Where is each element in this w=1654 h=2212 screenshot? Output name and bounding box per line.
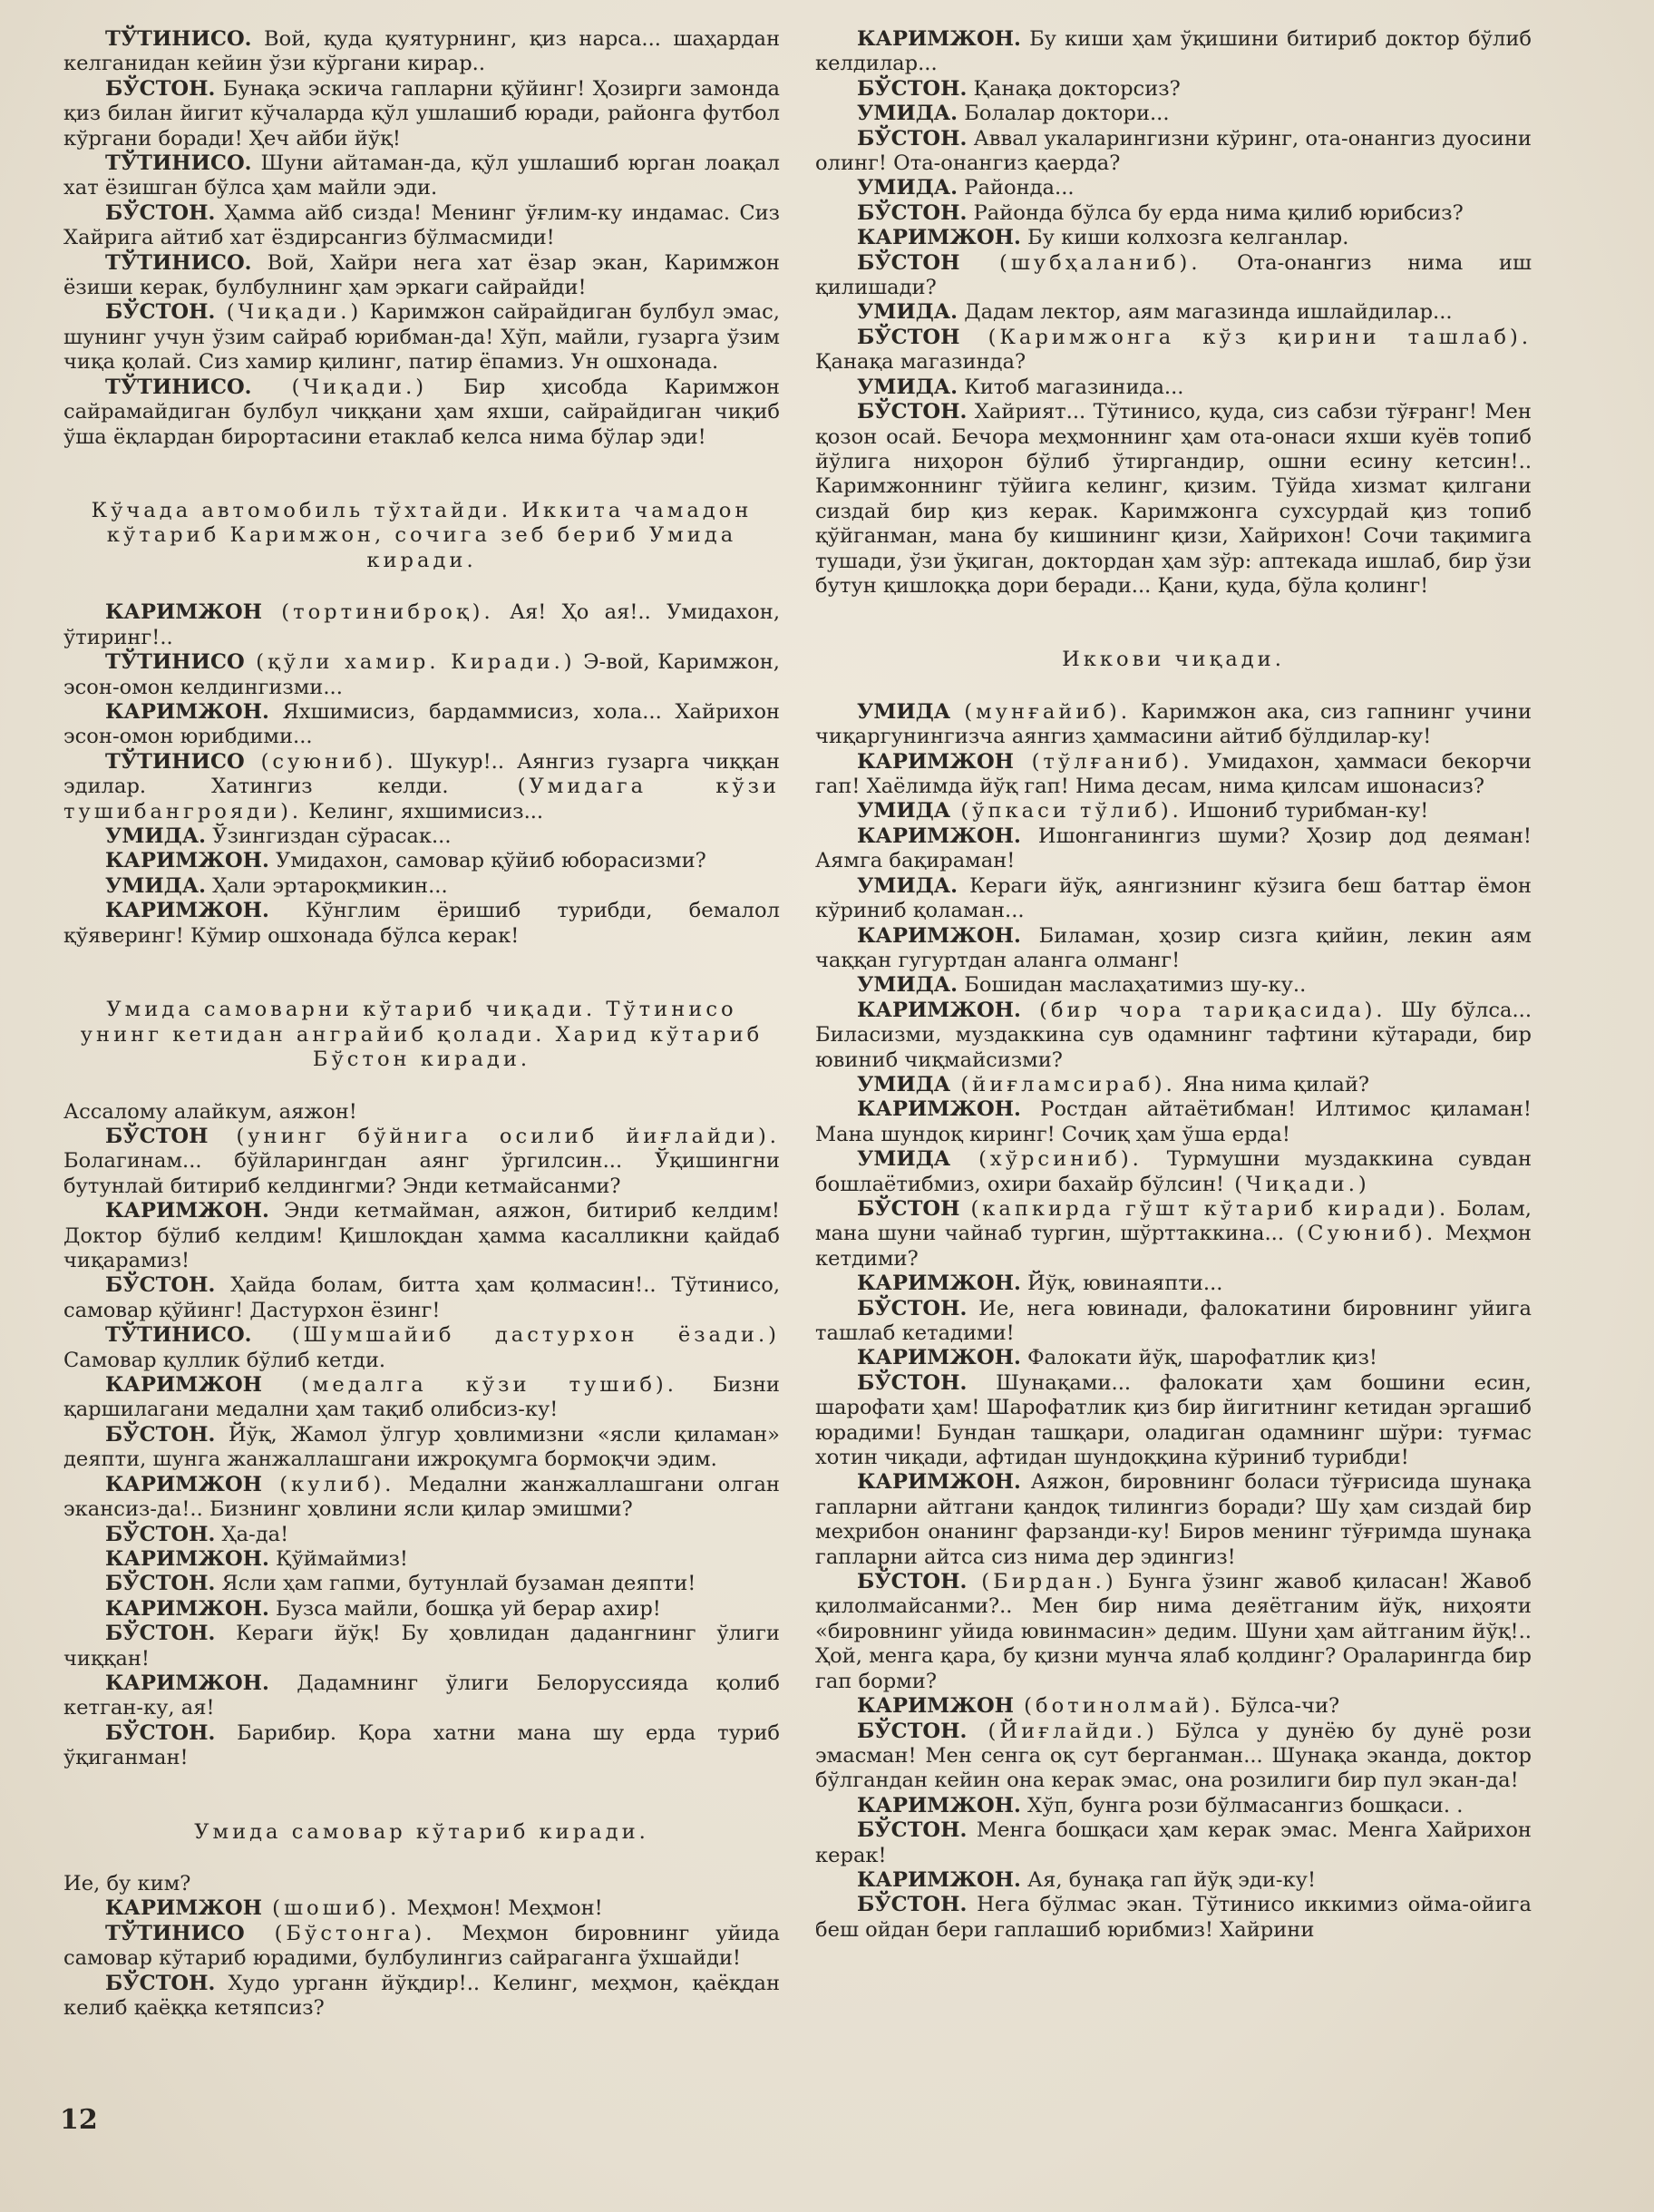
- dialogue-text: Қанақа докторсиз?: [967, 76, 1181, 101]
- dialogue-text: Дадам лектор, аям магазинда ишлайдилар...: [958, 300, 1453, 325]
- stage-direction: Иккови чиқади.: [1062, 648, 1285, 672]
- dialogue-text: Қанақа магазинда?: [815, 350, 1026, 375]
- dialogue-paragraph: [815, 874, 1532, 924]
- dialogue-paragraph: [815, 1694, 1532, 1719]
- dialogue-text: Худо урганн йўқдир!.. Келинг, меҳмон, қаёқдан келиб қаёққа кетяпсиз?: [63, 1971, 780, 2021]
- dialogue-paragraph: [815, 1470, 1532, 1570]
- speaker-name: УМИДА.: [105, 824, 207, 849]
- dialogue-paragraph: [63, 77, 780, 151]
- dialogue-paragraph: [815, 824, 1532, 874]
- dialogue-paragraph: [63, 1273, 780, 1323]
- dialogue-paragraph: [63, 151, 780, 201]
- dialogue-paragraph: [63, 1896, 780, 1921]
- dialogue-text: Бизни қаршилагани медални ҳам тақиб олибсиз-ку!: [63, 1373, 780, 1422]
- speaker-name: УМИДА.: [857, 873, 958, 898]
- speaker-name: КАРИМЖОН.: [857, 1272, 1021, 1296]
- dialogue-text: Болалар доктори...: [958, 102, 1170, 126]
- speaker-name: КАРИМЖОН: [105, 600, 262, 625]
- dialogue-text: Келинг, яхшимисиз...: [302, 799, 544, 823]
- dialogue-text: Ўзингиздан сўрасак...: [206, 824, 452, 849]
- speaker-name: КАРИМЖОН.: [105, 1596, 269, 1621]
- dialogue-paragraph: [815, 226, 1532, 250]
- speaker-name: БЎСТОН: [857, 325, 960, 349]
- speaker-name: ТЎТИНИСО.: [105, 27, 252, 51]
- speaker-name: БЎСТОН.: [105, 200, 216, 225]
- stage-remark: (Йиғлайди.): [967, 1719, 1158, 1743]
- speaker-name: УМИДА.: [105, 873, 207, 898]
- dialogue-paragraph: [63, 1423, 780, 1473]
- dialogue-text: Шунақами... фалокати ҳам бошини есин, шарофати ҳам! Шарофатлик қиз бир йигитнинг кетидан эргашиб юрадими! Бундан ташқари, оладиган одамнинг шўри: туғмас хотин чиқади, афтидан шундоққина кўриниб турибди!: [815, 1370, 1532, 1470]
- dialogue-text: Каримжон сайрайдиган булбул эмас, шунинг учун ўзим сайраб юрибман-да! Хўп, майли, гузарга ўзим чиқа қолай. Сиз хамир қилинг, патир ёпамиз. Ун ошхонада.: [63, 300, 780, 375]
- dialogue-text: Хўп, бунга рози бўлмасангиз бошқаси. .: [1020, 1793, 1464, 1817]
- speaker-name: КАРИМЖОН.: [105, 849, 269, 873]
- dialogue-paragraph: [815, 700, 1532, 750]
- dialogue-paragraph: [815, 924, 1532, 974]
- dialogue-text: Болам, мана шуни чайнаб тургин, шўрттаккина...: [815, 1196, 1532, 1246]
- dialogue-text: Ҳа-да!: [215, 1522, 289, 1546]
- dialogue-text: Ҳой, менга қара, бу қизни мунча ялаб қолдинг? Ораларингда бир гап борми?: [815, 1644, 1532, 1693]
- dialogue-text: Бу киши колхозга келганлар.: [1020, 226, 1349, 250]
- dialogue-text: Нега бўлмас экан. Тўтинисо иккимиз ойма-ойига беш ойдан бери гаплашиб юрибмиз! Хайрини: [815, 1893, 1532, 1942]
- dialogue-text: Шуни айтаман-да, қўл ушлашиб юрган лоақал хат ёзишган бўлса ҳам майли эди.: [63, 151, 780, 200]
- speaker-name: КАРИМЖОН.: [105, 700, 269, 725]
- dialogue-paragraph: [63, 1473, 780, 1523]
- dialogue-paragraph: [63, 300, 780, 375]
- speaker-name: БЎСТОН.: [105, 1622, 216, 1646]
- dialogue-paragraph: [63, 849, 780, 873]
- speaker-name: КАРИМЖОН.: [857, 27, 1021, 51]
- dialogue-text: Бўлса-чи?: [1223, 1694, 1340, 1719]
- dialogue-paragraph: [815, 127, 1532, 177]
- dialogue-text: Медални жанжаллашгани олган экансиз-да!.. Бизнинг ҳовлини ясли қилар эмишми?: [63, 1472, 780, 1522]
- dialogue-line: Ассалому алайкум, аяжон!: [63, 1099, 357, 1124]
- speaker-name: БЎСТОН.: [105, 1720, 216, 1745]
- speaker-name: КАРИМЖОН.: [857, 226, 1021, 250]
- dialogue-paragraph: [815, 1097, 1532, 1147]
- dialogue-paragraph: [815, 176, 1532, 200]
- speaker-name: УМИДА: [857, 699, 951, 724]
- speaker-name: БЎСТОН.: [105, 76, 216, 101]
- stage-remark: (тўлғаниб).: [1013, 749, 1193, 774]
- dialogue-paragraph: [63, 899, 780, 949]
- dialogue-paragraph: [815, 750, 1532, 800]
- speaker-name: БЎСТОН.: [857, 1719, 968, 1743]
- stage-remark: (Суюниб).: [1284, 1222, 1437, 1246]
- dialogue-paragraph: [63, 375, 780, 450]
- dialogue-text: Ишониб турибман-ку!: [1182, 799, 1429, 823]
- dialogue-paragraph: [815, 375, 1532, 400]
- dialogue-text: Йўқ, Жамол ўлгур ҳовлимизни «ясли қиламан» деяпти, шунга жанжаллашгани ижроқумга бормоқчи эдим.: [63, 1422, 780, 1472]
- speaker-name: БЎСТОН.: [857, 1893, 968, 1917]
- dialogue-text: Энди кетмайман, аяжон, битириб келдим! Доктор бўлиб келдим! Қишлоқдан ҳамма касалликни қайдаб чиқарамиз!: [63, 1199, 780, 1273]
- dialogue-text: Меҳмон бировнинг уйида самовар кўтариб юрадими, булбулингиз сайраганга ўхшайди!: [63, 1921, 780, 1971]
- stage-remark: (ботинолмай).: [1013, 1694, 1224, 1719]
- dialogue-paragraph: [63, 27, 780, 77]
- speaker-name: КАРИМЖОН: [105, 1472, 262, 1496]
- left-column: [63, 27, 780, 2022]
- dialogue-paragraph: [63, 600, 780, 650]
- dialogue-paragraph: [815, 799, 1532, 823]
- dialogue-paragraph: [815, 251, 1532, 301]
- dialogue-text: Барибир. Қора хатни мана шу ерда туриб ўқиганман!: [63, 1720, 780, 1770]
- speaker-name: КАРИМЖОН: [105, 1896, 262, 1921]
- dialogue-text: Э-вой, Каримжон, эсон-омон келдингизми...: [63, 650, 780, 699]
- dialogue-text: Ишонганингиз шуми? Ҳозир дод деяман! Аямга бақираман!: [815, 823, 1532, 873]
- dialogue-text: Кераги йўқ, аянгизнинг кўзига беш баттар ёмон кўриниб қоламан...: [815, 873, 1532, 923]
- dialogue-text: Районда...: [958, 176, 1075, 200]
- stage-remark: (Бўстонга).: [244, 1921, 436, 1945]
- right-column: [815, 27, 1532, 1943]
- dialogue-paragraph: [63, 750, 780, 824]
- dialogue-paragraph: [63, 1597, 780, 1622]
- speaker-name: КАРИМЖОН.: [857, 998, 1021, 1022]
- speaker-name: БЎСТОН.: [857, 1296, 968, 1320]
- dialogue-text: Ҳамма айб сизда! Менинг ўғлим-ку индамас. Сиз Хайрига айтиб хат ёздирсангиз бўлмасмиди!: [63, 200, 780, 250]
- dialogue-text: Умидахон, самовар қўйиб юборасизми?: [268, 849, 706, 873]
- speaker-name: БЎСТОН.: [105, 1572, 216, 1596]
- dialogue-paragraph: [815, 1720, 1532, 1794]
- dialogue-text: Биласизми, муздаккина сув одамнинг тафтини кўтаради, бир ювиниб чиқмайсизми?: [815, 1023, 1532, 1072]
- stage-remark: (капкирда гўшт кўтариб киради).: [959, 1196, 1450, 1221]
- dialogue-paragraph: [63, 1523, 780, 1547]
- speaker-name: УМИДА.: [857, 375, 958, 399]
- dialogue-paragraph: [815, 1147, 1532, 1197]
- speaker-name: УМИДА.: [857, 300, 958, 325]
- speaker-name: ТЎТИНИСО: [105, 650, 245, 675]
- dialogue-text: Ҳали эртароқмикин...: [206, 873, 448, 898]
- speaker-name: КАРИМЖОН: [105, 1373, 262, 1398]
- speaker-name: УМИДА.: [857, 973, 958, 998]
- dialogue-paragraph: [63, 1622, 780, 1671]
- stage-direction: Умида самоварни кўтариб чиқади. Тўтинисо унинг кетидан анграйиб қолади. Харид кўтариб Бўстон киради.: [80, 998, 764, 1072]
- dialogue-paragraph: [815, 400, 1532, 599]
- speaker-name: УМИДА: [857, 799, 951, 823]
- dialogue-text: Яхшимисиз, бардаммисиз, хола... Хайрихон эсон-омон юрибдими...: [63, 700, 780, 749]
- dialogue-paragraph: [815, 1794, 1532, 1818]
- speaker-name: КАРИМЖОН: [857, 749, 1014, 774]
- dialogue-text: Ҳайда болам, битта ҳам қолмасин!.. Тўтинисо, самовар қўйинг! Дастурхон ёзинг!: [63, 1273, 780, 1322]
- dialogue-paragraph: [815, 326, 1532, 375]
- dialogue-paragraph: [63, 1125, 780, 1199]
- dialogue-paragraph: [63, 1671, 780, 1721]
- stage-remark: (йиғламсираб).: [950, 1072, 1176, 1096]
- stage-remark: (тортиниброқ).: [261, 600, 494, 625]
- speaker-name: КАРИМЖОН.: [857, 1346, 1021, 1370]
- stage-remark: (суюниб).: [244, 749, 397, 774]
- dialogue-text: Хайрият... Тўтинисо, қуда, сиз сабзи тўғранг! Мен қозон осай. Бечора меҳмоннинг ҳам ота-онаси яхши куёв топиб йўлига ниҳорон бўлиб ўтиргандир, ошни есину кетсин!.. Каримжоннинг тўйига келинг, қизим. Тўйда хизмат қилгани сиздай бир қиз керак. Каримжонга сухсурдай қиз топиб қўйганман, мана бу кишининг қизи, Хайрихон! Сочи тақимига тушади, ўзи ўқиган, доктордан ҳам зўр: аптекада ишлаб, бир ўзи бутун қишлоққа дори беради... Қани, қуда, бўла қолинг!: [815, 400, 1532, 598]
- dialogue-paragraph: [815, 973, 1532, 998]
- speaker-name: ТЎТИНИСО.: [105, 375, 252, 399]
- dialogue-text: Ая, бунақа гап йўқ эди-ку!: [1020, 1867, 1317, 1892]
- dialogue-paragraph: [815, 300, 1532, 325]
- speaker-name: ТЎТИНИСО.: [105, 1323, 252, 1348]
- stage-remark: (қўли хамир. Киради.): [244, 650, 576, 675]
- page-number: 12: [60, 2104, 98, 2136]
- dialogue-paragraph: [63, 700, 780, 750]
- speaker-name: КАРИМЖОН.: [105, 899, 269, 923]
- speaker-name: КАРИМЖОН.: [105, 1671, 269, 1695]
- dialogue-text: Вой, Хайри нега хат ёзар экан, Каримжон ёзиши керак, булбулнинг ҳам эркаги сайрайди!: [63, 250, 780, 300]
- dialogue-text: Турмушни муздаккина сувдан бошлаётибмиз, охири бахайр бўлсин!: [815, 1147, 1532, 1196]
- dialogue-text: Кераги йўқ! Бу ҳовлидан дадангнинг ўлиги чиққан!: [63, 1622, 780, 1671]
- dialogue-text: Бир ҳисобда Каримжон сайрамайдиган булбул чиққани ҳам яхши, сайрайдиган чиқиб ўша ёқлардан бирортасини етаклаб келса нима бўлар эди!: [63, 375, 780, 449]
- dialogue-paragraph: [63, 874, 780, 899]
- stage-remark: (кулиб).: [261, 1472, 395, 1496]
- speaker-name: КАРИМЖОН.: [857, 1470, 1021, 1495]
- speaker-name: БЎСТОН: [857, 1196, 960, 1221]
- dialogue-paragraph: [815, 102, 1532, 126]
- dialogue-paragraph: [815, 1893, 1532, 1943]
- speaker-name: БЎСТОН.: [857, 200, 968, 225]
- dialogue-text: Районда бўлса бу ерда нима қилиб юрибсиз?: [967, 200, 1464, 225]
- dialogue-text: Китоб магазинида...: [958, 375, 1184, 399]
- dialogue-text: Самовар қуллик бўлиб кетди.: [63, 1348, 386, 1372]
- stage-remark: (ўпкаси тўлиб).: [950, 799, 1182, 823]
- speaker-name: УМИДА.: [857, 102, 958, 126]
- dialogue-text: Бунга ўзинг жавоб қиласан! Жавоб қилолмайсанми?.. Мен бир нима деяётганим йўқ, ниҳояти «бировнинг уйида ювинмасин» дедим. Шуни ҳам айтганим йўқ!..: [815, 1570, 1532, 1643]
- dialogue-text: Ростдан айтаётибман! Илтимос қиламан! Мана шундоқ киринг! Сочиқ ҳам ўша ерда!: [815, 1097, 1532, 1146]
- dialogue-text: Биламан, ҳозир сизга қийин, лекин аям чаққан гугуртдан аланга олманг!: [815, 923, 1532, 972]
- stage-remark: (унинг бўйнига осилиб йиғлайди).: [208, 1125, 780, 1148]
- dialogue-paragraph: [63, 251, 780, 301]
- dialogue-text: Шу бўлса...: [1386, 998, 1532, 1022]
- dialogue-paragraph: [815, 77, 1532, 102]
- dialogue-text: Каримжон ака, сиз гапнинг учини чиқаргунингизча аянгиз ҳаммасини айтиб бўлдилар-ку!: [815, 699, 1532, 749]
- speaker-name: БЎСТОН.: [857, 76, 968, 101]
- speaker-name: БЎСТОН.: [857, 1570, 968, 1594]
- stage-direction: Умида самовар кўтариб киради.: [194, 1819, 649, 1844]
- speaker-name: КАРИМЖОН: [857, 1694, 1014, 1719]
- speaker-name: БЎСТОН.: [105, 1971, 216, 1995]
- speaker-name: БЎСТОН.: [105, 1422, 216, 1447]
- dialogue-paragraph: [63, 201, 780, 251]
- speaker-name: БЎСТОН: [857, 250, 960, 275]
- dialogue-text: Менга бошқаси ҳам керак эмас. Менга Хайрихон керак!: [815, 1818, 1532, 1867]
- dialogue-text: Бошидан маслаҳатимиз шу-ку..: [958, 973, 1307, 998]
- speaker-name: КАРИМЖОН.: [857, 923, 1021, 948]
- speaker-name: КАРИМЖОН.: [105, 1199, 269, 1223]
- stage-remark: (Шумшайиб дастурхон ёзади.): [251, 1323, 780, 1348]
- dialogue-paragraph: [815, 1818, 1532, 1868]
- speaker-name: ТЎТИНИСО: [105, 1921, 245, 1945]
- dialogue-paragraph: [63, 824, 780, 849]
- dialogue-text: Яна нима қилай?: [1175, 1072, 1370, 1096]
- dialogue-paragraph: [63, 1572, 780, 1596]
- stage-direction: Кўчада автомобиль тўхтайди. Иккита чамадон кўтариб Каримжон, сочига зеб бериб Умида киради.: [91, 498, 753, 572]
- speaker-name: ТЎТИНИСО.: [105, 250, 252, 275]
- dialogue-paragraph: [815, 999, 1532, 1073]
- dialogue-paragraph: [63, 1972, 780, 2022]
- speaker-name: ТЎТИНИСО.: [105, 151, 252, 176]
- stage-remark: (Каримжонга кўз қирини ташлаб).: [959, 325, 1532, 349]
- stage-remark: (медалга кўзи тушиб).: [261, 1373, 677, 1398]
- dialogue-text: Фалокати йўқ, шарофатлик қиз!: [1020, 1346, 1378, 1370]
- dialogue-text: Вой, қуда қуятурнинг, қиз нарса... шаҳардан келганидан кейин ўзи кўргани кирар..: [63, 27, 780, 76]
- dialogue-text: Бўлса у дунёю бу дунё рози эмасман!: [815, 1719, 1532, 1768]
- dialogue-paragraph: [815, 1197, 1532, 1272]
- speaker-name: ТЎТИНИСО: [105, 749, 245, 774]
- speaker-name: БЎСТОН.: [857, 1818, 968, 1843]
- dialogue-text: Ота-онангиз нима иш қилишади?: [815, 250, 1532, 300]
- dialogue-paragraph: [63, 1199, 780, 1273]
- dialogue-paragraph: [815, 1297, 1532, 1347]
- dialogue-paragraph: [815, 1570, 1532, 1694]
- speaker-name: УМИДА: [857, 1072, 951, 1096]
- stage-remark: (бир чора тариқасида).: [1020, 998, 1386, 1022]
- stage-remark: (мунғайиб).: [950, 699, 1132, 724]
- speaker-name: КАРИМЖОН.: [857, 1793, 1021, 1817]
- dialogue-line: Ие, бу ким?: [63, 1872, 191, 1896]
- dialogue-text: Меҳмон! Меҳмон!: [400, 1896, 603, 1921]
- speaker-name: КАРИМЖОН.: [105, 1546, 269, 1571]
- dialogue-paragraph: [815, 27, 1532, 77]
- speaker-name: БЎСТОН.: [105, 1273, 216, 1298]
- dialogue-paragraph: [815, 1272, 1532, 1296]
- stage-remark: (хўрсиниб).: [950, 1147, 1143, 1172]
- speaker-name: БЎСТОН: [105, 1125, 209, 1148]
- stage-remark: (шубҳаланиб).: [959, 250, 1202, 275]
- dialogue-paragraph: [63, 1373, 780, 1423]
- dialogue-paragraph: [815, 1346, 1532, 1370]
- dialogue-text: Умидахон, ҳаммаси бекорчи гап! Хаёлимда йўқ гап! Нима десам, нима қилсам ишонасиз?: [815, 749, 1532, 799]
- speaker-name: БЎСТОН.: [105, 1522, 216, 1546]
- speaker-name: БЎСТОН.: [857, 400, 968, 424]
- dialogue-text: Йўқ, ювинаяпти...: [1020, 1272, 1223, 1296]
- stage-remark: (Чиқади.): [1224, 1172, 1370, 1196]
- dialogue-text: Бу киши ҳам ўқишини битириб доктор бўлиб келдилар...: [815, 27, 1532, 76]
- dialogue-text: Аввал укаларингизни кўринг, ота-онангиз дуосини олинг! Ота-онангиз қаерда?: [815, 126, 1532, 176]
- dialogue-paragraph: [63, 650, 780, 700]
- stage-remark: (Бирдан.): [967, 1570, 1117, 1594]
- stage-remark: (шошиб).: [261, 1896, 401, 1921]
- dialogue-text: Қўймаймиз!: [268, 1546, 409, 1571]
- dialogue-text: Дадамнинг ўлиги Белоруссияда қолиб кетган-ку, ая!: [63, 1671, 780, 1720]
- dialogue-text: Бунақа эскича гапларни қўйинг! Ҳозирги замонда қиз билан йигит кўчаларда қўл ушлашиб юради, районга футбол кўргани боради! Ҳеч айби йўқ!: [63, 76, 780, 151]
- dialogue-text: Мен сенга оқ сут берганман... Шунақа эканда, доктор бўлгандан кейин она керак эмас, она розилиги бир пул экан-да!: [815, 1743, 1532, 1793]
- dialogue-paragraph: [815, 1073, 1532, 1097]
- speaker-name: УМИДА.: [857, 176, 958, 200]
- speaker-name: КАРИМЖОН.: [857, 1867, 1021, 1892]
- dialogue-text: Болагинам... бўйларингдан аянг ўргилсин... Ўқишингни бутунлай битириб келдингми? Энди кетмайсанми?: [63, 1149, 780, 1198]
- speaker-name: БЎСТОН.: [857, 1370, 968, 1395]
- dialogue-paragraph: [63, 1721, 780, 1771]
- dialogue-paragraph: [63, 1922, 780, 1972]
- speaker-name: УМИДА: [857, 1147, 951, 1172]
- stage-remark: (Чиқади.): [251, 375, 428, 399]
- dialogue-paragraph: [815, 1371, 1532, 1471]
- speaker-name: КАРИМЖОН.: [857, 823, 1021, 848]
- dialogue-text: Аяжон, бировнинг боласи тўғрисида шунақа гапларни айтгани қандоқ тилингиз боради? Шу ҳам сиздай бир меҳрибон онанинг фарзанди-ку! Биров менинг тўғримда шунақа гапларни айтса сиз нима дер эдингиз!: [815, 1470, 1532, 1569]
- stage-remark: (Чиқади.): [215, 300, 363, 325]
- dialogue-paragraph: [815, 201, 1532, 226]
- dialogue-text: Бузса майли, бошқа уй берар ахир!: [268, 1596, 661, 1621]
- dialogue-text: Ие, нега ювинади, фалокатини бировнинг уйига ташлаб кетадими!: [815, 1296, 1532, 1345]
- dialogue-paragraph: [63, 1323, 780, 1373]
- speaker-name: БЎСТОН.: [857, 126, 968, 151]
- speaker-name: КАРИМЖОН.: [857, 1097, 1021, 1122]
- dialogue-paragraph: [815, 1868, 1532, 1893]
- speaker-name: БЎСТОН.: [105, 300, 216, 325]
- dialogue-text: Шукур!.. Аянгиз гузарга чиққан эдилар. Хатингиз келди.: [63, 749, 780, 799]
- dialogue-text: Кўнглим ёришиб турибди, бемалол қўяверинг! Кўмир ошхонада бўлса керак!: [63, 899, 780, 948]
- dialogue-paragraph: [63, 1547, 780, 1572]
- stage-remark: (Умидага кўзи тушибангрояди).: [63, 775, 780, 823]
- dialogue-text: Ая! Ҳо ая!.. Умидахон, ўтиринг!..: [63, 600, 780, 649]
- dialogue-text: Ясли ҳам гапми, бутунлай бузаман деяпти!: [215, 1572, 696, 1596]
- dialogue-text: Меҳмон кетдими?: [815, 1222, 1532, 1271]
